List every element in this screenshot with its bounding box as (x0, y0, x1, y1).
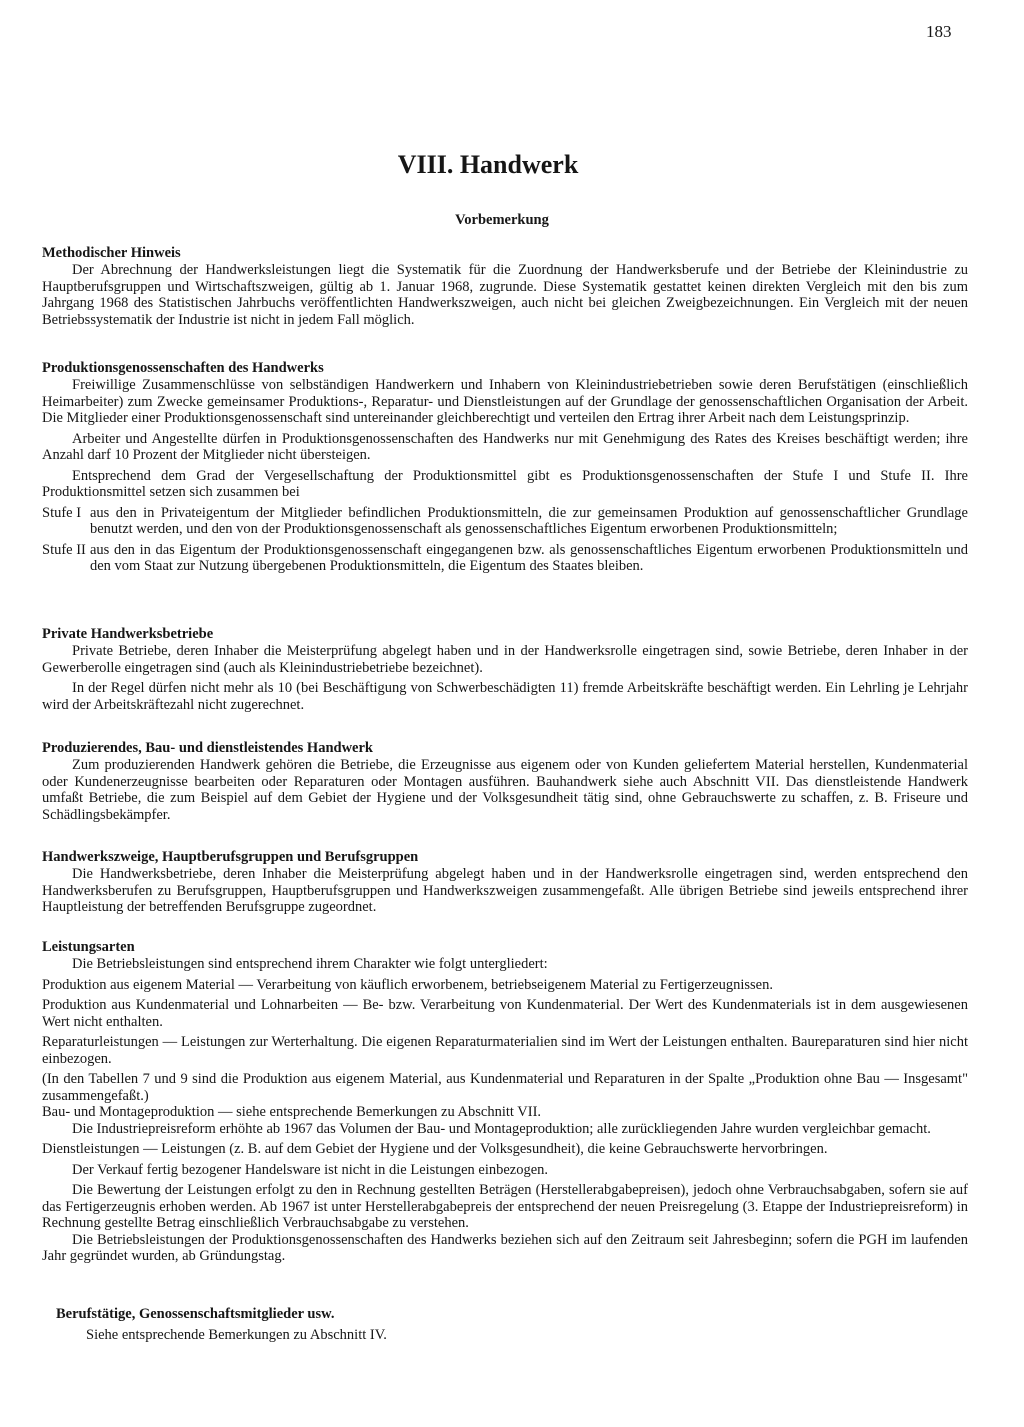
section-heading: Produzierendes, Bau- und dienstleistendes Handwerk (42, 740, 373, 756)
section-heading: Berufstätige, Genossenschaftsmitglieder usw. (56, 1306, 335, 1322)
section-subtitle: Vorbemerkung (455, 212, 549, 228)
chapter-title: VIII. Handwerk (397, 150, 579, 179)
paragraph: Reparaturleistungen — Leistungen zur Werterhaltung. Die eigenen Reparaturmaterialien sind im Wert der Leistungen enthalten. Baureparaturen sind hier nicht einbezogen. (42, 1034, 968, 1067)
stufe-label: Stufe II (42, 541, 86, 558)
section-heading: Methodischer Hinweis (42, 245, 181, 261)
stufe-text: aus den in Privateigentum der Mitglieder befindlichen Produktionsmitteln, die zur gemeinsamen Produktion auf genossenschaftlicher Grundlage benutzt werden, und den von der Produktionsgenossenschaft als genossenschaftliches Eigentum erworbenen Produktionsmitteln; (90, 504, 968, 537)
stufe-label: Stufe I (42, 504, 82, 521)
paragraph: (In den Tabellen 7 und 9 sind die Produktion aus eigenem Material, aus Kundenmaterial und Reparaturen in der Spalte „Produktion ohne Bau — Insgesamt" zusammengefaßt.) (42, 1071, 968, 1104)
paragraph: Zum produzierenden Handwerk gehören die Betriebe, die Erzeugnisse aus eigenem oder von Kunden geliefertem Material herstellen, Kundenmaterial oder Kundenerzeugnisse bearbeiten oder Reparaturen oder Montagen ausführen. Bauhandwerk siehe auch Abschnitt VII. Das dienstleistende Handwerk umfaßt Betriebe, die zum Beispiel auf dem Gebiet der Hygiene und der Volksgesundheit tätig sind, ohne Gebrauchswerte zu schaffen, z. B. Friseure und Schädlingsbekämpfer. (42, 757, 968, 823)
paragraph: Die Betriebsleistungen der Produktionsgenossenschaften des Handwerks beziehen sich auf den Zeitraum seit Jahresbeginn; sofern die PGH im laufenden Jahr gegründet wurden, ab Gründungstag. (42, 1231, 968, 1264)
paragraph: Freiwillige Zusammenschlüsse von selbständigen Handwerkern und Inhabern von Kleinindustriebetrieben sowie deren Berufstätigen (einschließlich Heimarbeiter) zum Zwecke gemeinsamer Produktions-, Reparatur- und Dienstleistungen auf der Grundlage der genossenschaftlichen Organisation der Arbeit. Die Mitglieder einer Produktionsgenossenschaft sind untereinander gleichberechtigt und verteilen den Ertrag ihrer Arbeit nach dem Leistungsprinzip. (42, 377, 968, 426)
section-leistungsarten (42, 939, 968, 1265)
section-heading: Produktionsgenossenschaften des Handwerks (42, 360, 324, 376)
paragraph: Die Handwerksbetriebe, deren Inhaber die Meisterprüfung abgelegt haben und in der Handwerksrolle eingetragen sind, werden entsprechend den Handwerksberufen zu Berufsgruppen, Hauptberufsgruppen und Handwerkszweigen zusammengefaßt. Alle übrigen Betriebe sind jeweils entsprechend ihrer Hauptleistung der betreffenden Berufsgruppe zugeordnet. (42, 866, 968, 915)
section-private-handwerksbetriebe (42, 626, 968, 713)
paragraph: Die Betriebsleistungen sind entsprechend ihrem Charakter wie folgt untergliedert: (72, 956, 548, 972)
paragraph: Private Betriebe, deren Inhaber die Meisterprüfung abgelegt haben und in der Handwerksrolle eingetragen sind, sowie Betriebe, deren Inhaber in der Gewerberolle eingetragen sind (auch als Kleinindustriebetriebe bezeichnet). (42, 643, 968, 676)
paragraph: Siehe entsprechende Bemerkungen zu Abschnitt IV. (86, 1327, 387, 1343)
paragraph: Produktion aus eigenem Material — Verarbeitung von käuflich erworbenem, betriebseigenem Material zu Fertigerzeugnissen. (42, 976, 773, 993)
stufe-item (42, 505, 968, 538)
paragraph: In der Regel dürfen nicht mehr als 10 (bei Beschäftigung von Schwerbeschädigten 11) fremde Arbeitskräfte beschäftigt werden. Ein Lehrling je Lehrjahr wird der Arbeitskräftezahl nicht zugerechnet. (42, 680, 968, 713)
section-produktionsgenossenschaften (42, 360, 968, 575)
paragraph: Die Industriepreisreform erhöhte ab 1967 das Volumen der Bau- und Montageproduktion; alle zurückliegenden Jahre wurden vergleichbar gemacht. (72, 1120, 931, 1137)
page-number: 183 (926, 22, 952, 41)
paragraph: Produktion aus Kundenmaterial und Lohnarbeiten — Be- bzw. Verarbeitung von Kundenmaterial. Der Wert des Kundenmaterials ist in dem ausgewiesenen Wert nicht enthalten. (42, 997, 968, 1030)
paragraph: Der Verkauf fertig bezogener Handelsware ist nicht in die Leistungen einbezogen. (72, 1161, 549, 1178)
section-produzierendes-handwerk (42, 740, 968, 823)
paragraph: Entsprechend dem Grad der Vergesellschaftung der Produktionsmittel gibt es Produktionsgenossenschaften der Stufe I und Stufe II. Ihre Produktionsmittel setzen sich zusammen bei (42, 467, 968, 500)
section-heading: Handwerkszweige, Hauptberufsgruppen und Berufsgruppen (42, 849, 419, 865)
stufe-item (42, 542, 968, 575)
paragraph: Dienstleistungen — Leistungen (z. B. auf dem Gebiet der Hygiene und der Volksgesundheit), die keine Gebrauchswerte hervorbringen. (42, 1141, 828, 1157)
section-methodischer-hinweis (42, 245, 968, 328)
paragraph: Die Bewertung der Leistungen erfolgt zu den in Rechnung gestellten Beträgen (Herstellerabgabepreisen), jedoch ohne Verbrauchsabgaben, sofern sie auf das Fertigerzeugnis erhoben werden. Ab 1967 ist unter Herstellerabgabepreis der entsprechend der neuen Preisregelung (3. Etappe der Industriepreisreform) in Rechnung gestellte Betrag einschließlich Verbrauchsabgabe zu verstehen. (42, 1182, 968, 1231)
section-handwerkszweige (42, 849, 968, 916)
paragraph: Arbeiter und Angestellte dürfen in Produktionsgenossenschaften des Handwerks nur mit Genehmigung des Rates des Kreises beschäftigt werden; ihre Anzahl darf 10 Prozent der Mitglieder nicht übersteigen. (42, 430, 968, 463)
section-berufstaetige (56, 1306, 968, 1344)
stufe-text: aus den in das Eigentum der Produktionsgenossenschaft eingegangenen bzw. als genossenschaftliches Eigentum erworbenen Produktionsmitteln und den vom Staat zur Nutzung übergebenen Produktionsmitteln, die Eigentum des Staates bleiben. (90, 541, 968, 574)
paragraph: Der Abrechnung der Handwerksleistungen liegt die Systematik für die Zuordnung der Handwerksberufe und der Betriebe der Kleinindustrie zu Hauptberufsgruppen und Wirtschaftszweigen, gültig ab 1. Januar 1968, zugrunde. Diese Systematik gestattet keinen direkten Vergleich mit den bis zum Jahrgang 1968 des Statistischen Jahrbuchs veröffentlichten Handwerkszweigen, auch nicht bei gleichen Zweigbezeichnungen. Ein Vergleich mit der neuen Betriebssystematik der Industrie ist nicht in jedem Fall möglich. (42, 262, 968, 328)
paragraph: Bau- und Montageproduktion — siehe entsprechende Bemerkungen zu Abschnitt VII. (42, 1104, 542, 1120)
section-heading: Private Handwerksbetriebe (42, 626, 214, 642)
section-heading: Leistungsarten (42, 939, 135, 955)
